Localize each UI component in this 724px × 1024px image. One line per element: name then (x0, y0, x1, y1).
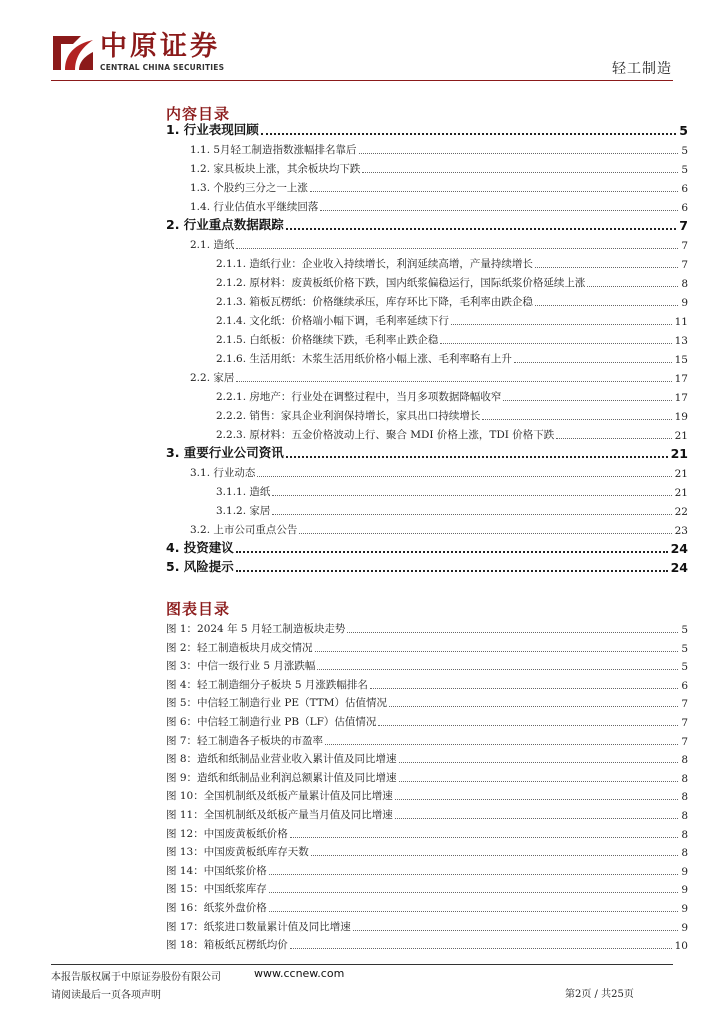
dot-leader (359, 141, 679, 154)
dot-leader (514, 350, 672, 363)
entry-page-number: 17 (674, 392, 688, 404)
copyright-text: 本报告版权属于中原证券股份有限公司 (51, 972, 221, 983)
entry-label: 3.1.1. 造纸 (216, 486, 271, 498)
dot-leader (315, 639, 679, 652)
entry-label: 2.1.3. 箱板瓦楞纸：价格继续承压，库存环比下降，毛利率由跌企稳 (216, 296, 533, 308)
entry-page-number: 23 (674, 525, 688, 537)
figure-entry[interactable] (166, 618, 688, 636)
figure-list (166, 618, 688, 958)
disclaimer-text: 请阅读最后一页各项声明 (51, 990, 161, 1001)
dot-leader (236, 369, 671, 382)
entry-label: 2.1.5. 白纸板：价格继续下跌，毛利率止跌企稳 (216, 334, 439, 346)
dot-leader (535, 293, 678, 306)
entry-page-number: 22 (674, 506, 688, 518)
entry-label: 图 12：中国废黄板纸价格 (166, 827, 288, 840)
dot-leader (353, 918, 679, 931)
footer-divider (51, 964, 673, 965)
entry-page-number: 5 (681, 661, 688, 674)
toc-entry-level-3[interactable] (166, 424, 688, 442)
toc-entry-level-3[interactable] (166, 405, 688, 423)
entry-page-number: 8 (681, 772, 688, 785)
toc-entry-level-3[interactable] (166, 291, 688, 309)
toc-title: 内容目录 (166, 105, 231, 123)
entry-label: 图 17：纸浆进口数量累计值及同比增速 (166, 920, 351, 933)
figure-entry[interactable] (166, 916, 688, 934)
page-number: 第2页 / 共25页 (565, 989, 634, 1000)
figure-entry[interactable] (166, 730, 688, 748)
entry-page-number: 8 (681, 278, 688, 290)
dot-leader (236, 558, 668, 572)
entry-label: 图 13：中国废黄板纸库存天数 (166, 846, 309, 859)
dot-leader (395, 787, 679, 800)
figure-entry[interactable] (166, 674, 688, 692)
figure-entry[interactable] (166, 637, 688, 655)
toc-entry-level-1[interactable] (166, 443, 688, 461)
dot-leader (310, 179, 678, 192)
dot-leader (320, 198, 678, 211)
toc-entry-level-2[interactable] (166, 519, 688, 537)
entry-page-number: 24 (670, 541, 688, 556)
entry-label: 2.2.2. 销售：家具企业利润保持增长，家具出口持续增长 (216, 410, 481, 422)
entry-label: 2.2.1. 房地产：行业处在调整过程中，当月多项数据降幅收窄 (216, 391, 502, 403)
dot-leader (269, 899, 679, 912)
entry-page-number: 6 (681, 202, 688, 214)
industry-label: 轻工制造 (612, 61, 672, 77)
dot-leader (236, 236, 678, 249)
dot-leader (325, 732, 678, 745)
dot-leader (272, 483, 671, 496)
entry-label: 2.2.3. 原材料：五金价格波动上行、聚合 MDI 价格上涨，TDI 价格下跌 (216, 429, 555, 441)
figure-entry[interactable] (166, 785, 688, 803)
entry-label: 2.1.1. 造纸行业：企业收入持续增长，利润延续高增，产量持续增长 (216, 258, 533, 270)
toc-entry-level-2[interactable] (166, 158, 688, 176)
toc-entry-level-3[interactable] (166, 500, 688, 518)
entry-page-number: 8 (681, 810, 688, 822)
dot-leader (556, 426, 671, 439)
dot-leader (261, 121, 676, 135)
dot-leader (389, 694, 678, 707)
company-name-cn: 中原证券 (100, 31, 220, 62)
entry-label: 图 8：造纸和纸制品业营业收入累计值及同比增速 (166, 753, 397, 766)
entry-label: 图 18：箱板纸瓦楞纸均价 (166, 939, 288, 952)
toc-entry-level-3[interactable] (166, 272, 688, 290)
entry-page-number: 8 (681, 754, 688, 767)
toc-entry-level-2[interactable] (166, 462, 688, 480)
entry-page-number: 15 (674, 354, 688, 366)
entry-page-number: 7 (681, 259, 688, 271)
entry-label: 2.1.6. 生活用纸：木浆生活用纸价格小幅上涨、毛利率略有上升 (216, 353, 512, 365)
toc-entry-level-3[interactable] (166, 310, 688, 328)
entry-label: 5. 风险提示 (166, 559, 234, 574)
entry-page-number: 13 (674, 335, 688, 347)
dot-leader (503, 388, 671, 401)
entry-page-number: 17 (674, 373, 688, 385)
entry-page-number: 7 (679, 218, 688, 233)
table-of-contents (166, 120, 688, 580)
figure-entry[interactable] (166, 748, 688, 766)
toc-entry-level-3[interactable] (166, 386, 688, 404)
dot-leader (269, 862, 679, 875)
entry-page-number: 21 (674, 468, 688, 480)
dot-leader (236, 539, 668, 553)
dot-leader (587, 274, 678, 287)
entry-label: 3.1. 行业动态 (190, 467, 256, 479)
figure-entry[interactable] (166, 823, 688, 841)
entry-label: 图 16：纸浆外盘价格 (166, 902, 267, 914)
dot-leader (535, 255, 678, 268)
dot-leader (378, 713, 678, 726)
entry-label: 2. 行业重点数据跟踪 (166, 217, 284, 232)
entry-label: 2.1. 造纸 (190, 239, 235, 251)
entry-page-number: 8 (681, 791, 688, 804)
dot-leader (399, 769, 679, 782)
dot-leader (399, 750, 679, 763)
toc-entry-level-1[interactable] (166, 120, 688, 138)
entry-label: 图 5：中信轻工制造行业 PE（TTM）估值情况 (166, 697, 388, 710)
toc-entry-level-1[interactable] (166, 215, 688, 233)
dot-leader (347, 620, 678, 633)
figure-entry[interactable] (166, 711, 688, 729)
dot-leader (290, 936, 672, 949)
entry-label: 图 7：轻工制造各子板块的市盈率 (166, 734, 324, 747)
company-name-en: CENTRAL CHINA SECURITIES (100, 63, 225, 72)
toc-entry-level-3[interactable] (166, 481, 688, 499)
entry-label: 图 15：中国纸浆库存 (166, 883, 267, 896)
entry-label: 2.2. 家居 (190, 372, 235, 384)
dot-leader (482, 407, 671, 420)
website-link[interactable]: www.ccnew.com (254, 967, 345, 980)
page-header (0, 0, 724, 80)
toc-entry-level-1[interactable] (166, 557, 688, 575)
entry-label: 图 4：轻工制造细分子板块 5 月涨跌幅排名 (166, 678, 368, 691)
figure-entry[interactable] (166, 841, 688, 859)
toc-entry-level-2[interactable] (166, 196, 688, 214)
entry-label: 2.1.4. 文化纸：价格端小幅下调，毛利率延续下行 (216, 315, 449, 327)
entry-page-number: 8 (681, 847, 688, 860)
toc-entry-level-3[interactable] (166, 329, 688, 347)
figures-title: 图表目录 (166, 600, 231, 618)
entry-page-number: 6 (681, 183, 688, 195)
entry-page-number: 9 (681, 921, 688, 934)
entry-label: 图 6：中信轻工制造行业 PB（LF）估值情况 (166, 716, 377, 728)
dot-leader (317, 657, 678, 670)
entry-label: 图 1：2024 年 5 月轻工制造板块走势 (166, 623, 346, 635)
toc-entry-level-2[interactable] (166, 177, 688, 195)
figure-entry[interactable] (166, 655, 688, 673)
entry-page-number: 24 (670, 560, 688, 575)
entry-page-number: 7 (681, 735, 688, 748)
entry-label: 3. 重要行业公司资讯 (166, 445, 284, 460)
entry-page-number: 9 (681, 865, 688, 878)
toc-entry-level-2[interactable] (166, 139, 688, 157)
figure-entry[interactable] (166, 860, 688, 878)
figure-entry[interactable] (166, 767, 688, 785)
dot-leader (286, 216, 676, 230)
header-divider (51, 80, 673, 81)
entry-label: 1. 行业表现回顾 (166, 122, 259, 137)
entry-label: 1.4. 行业估值水平继续回落 (190, 201, 319, 213)
figure-entry[interactable] (166, 897, 688, 915)
entry-label: 图 10：全国机制纸及纸板产量累计值及同比增速 (166, 790, 393, 803)
entry-label: 图 11：全国机制纸及纸板产量当月值及同比增速 (166, 809, 393, 821)
entry-page-number: 7 (681, 698, 688, 711)
entry-page-number: 5 (681, 164, 688, 176)
entry-page-number: 8 (681, 828, 688, 841)
figure-entry[interactable] (166, 804, 688, 822)
dot-leader (451, 312, 672, 325)
entry-label: 2.1.2. 原材料：废黄板纸价格下跌，国内纸浆偏稳运行，国际纸浆价格延续上涨 (216, 277, 586, 289)
dot-leader (257, 464, 671, 477)
entry-label: 3.1.2. 家居 (216, 505, 271, 517)
entry-page-number: 21 (674, 487, 688, 499)
dot-leader (440, 331, 671, 344)
toc-entry-level-2[interactable] (166, 234, 688, 252)
entry-page-number: 9 (681, 903, 688, 915)
entry-page-number: 5 (681, 624, 688, 636)
company-logo-icon (51, 32, 95, 72)
toc-entry-level-1[interactable] (166, 538, 688, 556)
entry-label: 1.1. 5月轻工制造指数涨幅排名靠后 (190, 144, 357, 156)
figure-entry[interactable] (166, 878, 688, 896)
entry-page-number: 5 (681, 145, 688, 157)
entry-label: 图 2：轻工制造板块月成交情况 (166, 641, 313, 654)
entry-label: 4. 投资建议 (166, 540, 234, 555)
entry-label: 1.3. 个股约三分之一上涨 (190, 182, 308, 194)
entry-page-number: 7 (681, 717, 688, 729)
toc-entry-level-3[interactable] (166, 253, 688, 271)
entry-page-number: 21 (670, 446, 688, 461)
entry-label: 图 3：中信一级行业 5 月涨跌幅 (166, 660, 316, 673)
dot-leader (311, 843, 679, 856)
dot-leader (299, 521, 671, 534)
toc-entry-level-2[interactable] (166, 367, 688, 385)
dot-leader (362, 160, 678, 173)
dot-leader (272, 502, 671, 515)
dot-leader (269, 880, 679, 893)
entry-label: 图 9：造纸和纸制品业利润总额累计值及同比增速 (166, 771, 397, 784)
toc-entry-level-3[interactable] (166, 348, 688, 366)
entry-page-number: 10 (674, 940, 688, 953)
entry-page-number: 5 (681, 642, 688, 655)
entry-page-number: 19 (674, 411, 688, 423)
dot-leader (370, 676, 678, 689)
entry-label: 图 14：中国纸浆价格 (166, 864, 267, 877)
entry-page-number: 5 (679, 123, 688, 138)
entry-page-number: 9 (681, 297, 688, 309)
dot-leader (290, 825, 679, 838)
dot-leader (286, 444, 668, 458)
entry-label: 3.2. 上市公司重点公告 (190, 524, 298, 536)
figure-entry[interactable] (166, 934, 688, 952)
entry-page-number: 11 (674, 316, 688, 328)
dot-leader (395, 806, 679, 819)
entry-page-number: 21 (674, 430, 688, 442)
entry-label: 1.2. 家具板块上涨，其余板块均下跌 (190, 163, 361, 175)
entry-page-number: 7 (681, 240, 688, 252)
figure-entry[interactable] (166, 692, 688, 710)
entry-page-number: 6 (681, 679, 688, 692)
entry-page-number: 9 (681, 884, 688, 897)
